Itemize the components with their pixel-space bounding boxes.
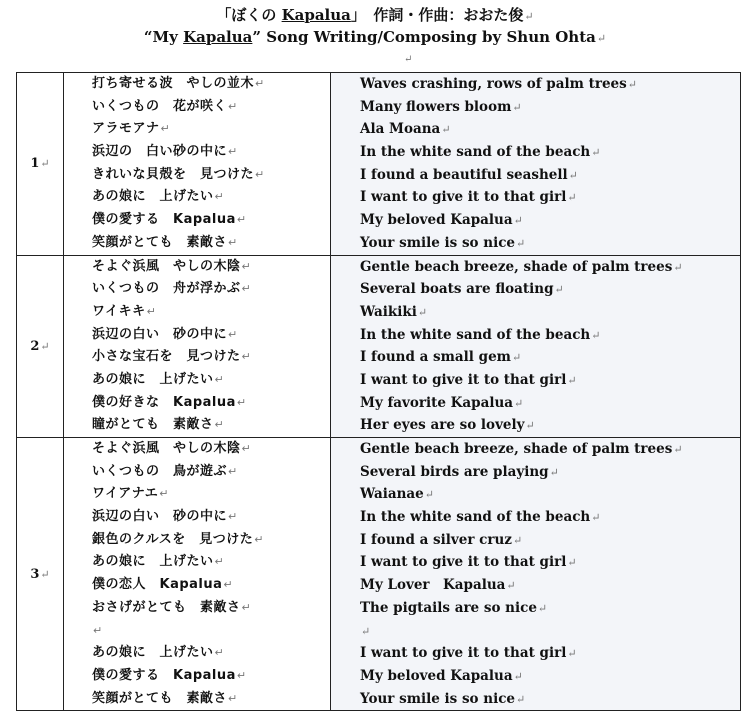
paragraph-mark-icon: ↵ <box>404 54 413 65</box>
japanese-lyric-line <box>64 96 330 119</box>
paragraph-mark-icon: ↵ <box>514 396 524 410</box>
japanese-lyric-line <box>64 665 330 688</box>
japanese-lyric-line <box>64 73 330 96</box>
english-lyric-line <box>331 256 740 279</box>
paragraph-mark-icon: ↵ <box>567 647 577 661</box>
verse-number <box>17 73 64 256</box>
japanese-lyric-line-text: きれいな貝殻を 見つけた <box>92 166 255 182</box>
paragraph-mark-icon: ↵ <box>241 350 252 364</box>
english-lyric-line-text: Waves crashing, rows of palm trees <box>360 76 627 92</box>
paragraph-mark-icon: ↵ <box>441 123 451 137</box>
japanese-lyric-line-text: 僕の好きな Kapalua <box>92 394 236 410</box>
japanese-lyric-line <box>64 278 330 301</box>
paragraph-mark-icon: ↵ <box>424 488 434 502</box>
japanese-lyric-line-text: 浜辺の白い 砂の中に <box>92 509 228 525</box>
paragraph-mark-icon: ↵ <box>236 668 247 682</box>
english-lyric-line-text: Several birds are playing <box>360 463 549 480</box>
english-lyric-line-text: In the white sand of the beach <box>360 144 591 161</box>
english-lyric-line <box>331 118 740 141</box>
japanese-lyric-line-text: いくつもの 花が咲く <box>92 98 228 114</box>
japanese-lyric-line-text: 小さな宝石を 見つけた <box>92 349 241 365</box>
paragraph-mark-icon: ↵ <box>516 236 526 250</box>
english-lyric-line-text: Waianae <box>360 486 424 503</box>
title-en-prefix: “My <box>143 28 184 46</box>
english-lyric-line <box>331 232 740 255</box>
paragraph-mark-icon: ↵ <box>214 418 225 432</box>
paragraph-mark-icon: ↵ <box>567 556 577 570</box>
paragraph-mark-icon: ↵ <box>591 511 601 525</box>
paragraph-mark-icon: ↵ <box>228 691 238 705</box>
japanese-lyric-line-text: 浜辺の 白い砂の中に <box>92 144 228 160</box>
japanese-lyric-line-text: 瞳がとても 素敵さ <box>92 417 214 433</box>
japanese-lyrics-cell <box>64 255 331 438</box>
english-lyric-line <box>331 141 740 164</box>
paragraph-mark-icon: ↵ <box>549 465 559 479</box>
english-lyric-line <box>331 301 740 324</box>
japanese-lyric-line <box>64 369 330 392</box>
title-japanese <box>0 4 750 25</box>
japanese-lyric-line-text: アラモアナ <box>92 121 160 137</box>
paragraph-mark-icon: ↵ <box>673 443 683 456</box>
verse-number-label: 3 <box>30 566 40 582</box>
japanese-lyric-line-text: いくつもの 鳥が遊ぶ <box>92 463 228 479</box>
paragraph-mark-icon: ↵ <box>627 78 637 91</box>
paragraph-mark-icon: ↵ <box>512 533 523 547</box>
title-english <box>0 28 750 46</box>
paragraph-mark-icon: ↵ <box>554 283 564 297</box>
paragraph-mark-icon: ↵ <box>567 191 577 205</box>
paragraph-mark-icon: ↵ <box>228 464 238 478</box>
japanese-lyric-line <box>64 209 330 232</box>
japanese-lyric-line-text: 銀色のクルスを 見つけた <box>92 531 254 547</box>
paragraph-mark-icon: ↵ <box>223 578 234 592</box>
english-lyric-line <box>331 186 740 209</box>
paragraph-mark-icon: ↵ <box>361 624 371 638</box>
japanese-lyric-line <box>64 438 330 461</box>
english-lyric-line-text: I found a silver cruz <box>360 531 512 548</box>
japanese-lyric-line <box>64 414 330 437</box>
english-lyric-line <box>331 620 740 643</box>
english-lyric-line-text: My Lover Kapalua <box>360 577 506 594</box>
english-lyric-line <box>331 438 740 461</box>
verse-number-label: 1 <box>30 156 40 172</box>
japanese-lyric-line-text: あの娘に 上げたい <box>92 554 214 570</box>
english-lyric-line <box>331 574 740 597</box>
english-lyric-line-text: In the white sand of the beach <box>360 326 591 343</box>
english-lyric-line <box>331 278 740 301</box>
english-lyric-line <box>331 209 740 232</box>
japanese-lyric-line <box>64 620 330 643</box>
japanese-lyric-line <box>64 392 330 415</box>
verse-number <box>17 255 64 438</box>
english-lyric-line-text: Waikiki <box>360 303 417 320</box>
japanese-lyric-line-text: ワイキキ <box>92 303 146 319</box>
verse-row <box>17 255 741 438</box>
paragraph-mark-icon: ↵ <box>567 373 577 387</box>
japanese-lyric-line <box>64 164 330 187</box>
paragraph-mark-icon: ↵ <box>537 601 548 615</box>
english-lyric-line <box>331 506 740 529</box>
paragraph-mark-icon: ↵ <box>241 600 252 614</box>
english-lyric-line-text: Your smile is so nice <box>360 690 516 707</box>
japanese-lyric-line <box>64 186 330 209</box>
english-lyric-line-text: I want to give it to that girl <box>360 645 567 662</box>
paragraph-mark-icon: ↵ <box>40 567 50 581</box>
english-lyric-line <box>331 73 740 96</box>
japanese-lyric-line-text: あの娘に 上げたい <box>92 371 214 387</box>
japanese-lyric-line-text: あの娘に 上げたい <box>92 645 214 661</box>
verse-row <box>17 438 741 711</box>
paragraph-mark-icon: ↵ <box>513 669 523 683</box>
paragraph-mark-icon: ↵ <box>591 328 601 342</box>
english-lyric-line <box>331 96 740 119</box>
paragraph-mark-icon: ↵ <box>228 235 238 249</box>
paragraph-mark-icon: ↵ <box>40 157 50 171</box>
paragraph-mark-icon: ↵ <box>214 646 225 660</box>
japanese-lyric-line-text: そよぐ浜風 やしの木陰 <box>92 258 241 274</box>
japanese-lyric-line-text: 笑顔がとても 素敵さ <box>92 690 228 706</box>
paragraph-mark-icon: ↵ <box>214 372 225 386</box>
english-lyric-line <box>331 324 740 347</box>
english-lyric-line-text: My favorite Kapalua <box>360 394 514 411</box>
english-lyric-line-text: My beloved Kapalua <box>360 212 513 229</box>
paragraph-mark-icon: ↵ <box>241 282 252 296</box>
english-lyric-line-text: I want to give it to that girl <box>360 189 567 206</box>
english-lyric-line <box>331 483 740 506</box>
english-lyric-line <box>331 597 740 620</box>
japanese-lyric-line <box>64 642 330 665</box>
japanese-lyric-line <box>64 141 330 164</box>
paragraph-mark-icon: ↵ <box>228 145 238 159</box>
japanese-lyric-line-text: ワイアナエ <box>92 486 159 502</box>
english-lyric-line-text: In the white sand of the beach <box>360 509 591 526</box>
paragraph-mark-icon: ↵ <box>673 260 683 274</box>
paragraph-mark-icon: ↵ <box>417 305 428 319</box>
english-lyric-line-text: Your smile is so nice <box>360 234 516 251</box>
japanese-lyric-line-text: おさげがとても 素敵さ <box>92 599 241 615</box>
english-lyric-line <box>331 529 740 552</box>
english-lyric-line-text: I found a beautiful seashell <box>360 166 568 183</box>
lyrics-table <box>16 72 741 711</box>
english-lyric-line <box>331 461 740 484</box>
paragraph-mark-icon: ↵ <box>241 259 252 273</box>
english-lyric-line-text: I found a small gem <box>360 349 511 366</box>
japanese-lyric-line <box>64 688 330 711</box>
title-ja-kapalua: Kapalua <box>281 6 351 24</box>
japanese-lyric-line-text: あの娘に 上げたい <box>92 189 214 205</box>
paragraph-mark-icon: ↵ <box>214 190 225 204</box>
japanese-lyric-line <box>64 256 330 279</box>
paragraph-mark-icon: ↵ <box>93 623 103 637</box>
japanese-lyric-line <box>64 597 330 620</box>
english-lyric-line-text: Many flowers bloom <box>360 98 512 115</box>
title-ja-suffix: 」 作詞・作曲：おおた俊 <box>350 6 524 24</box>
paragraph-mark-icon: ↵ <box>214 555 225 569</box>
paragraph-mark-icon: ↵ <box>525 419 535 433</box>
paragraph-mark-icon: ↵ <box>255 167 265 181</box>
paragraph-mark-icon: ↵ <box>236 395 247 409</box>
japanese-lyric-line <box>64 551 330 574</box>
japanese-lyrics-cell <box>64 73 331 256</box>
japanese-lyric-line <box>64 232 330 255</box>
japanese-lyric-line <box>64 529 330 552</box>
japanese-lyric-line <box>64 346 330 369</box>
paragraph-mark-icon: ↵ <box>146 304 157 318</box>
paragraph-mark-icon: ↵ <box>254 532 264 546</box>
title-ja-prefix: 「ぼくの <box>216 6 282 24</box>
verse-number-label: 2 <box>30 338 40 354</box>
lyrics-table-body <box>17 73 741 711</box>
paragraph-mark-icon: ↵ <box>568 168 578 182</box>
japanese-lyric-line-text: 笑顔がとても 素敵さ <box>92 234 228 250</box>
english-lyric-line-text: Her eyes are so lovely <box>360 417 525 434</box>
paragraph-mark-icon: ↵ <box>506 579 516 593</box>
paragraph-mark-icon: ↵ <box>513 214 523 228</box>
english-lyric-line <box>331 688 740 711</box>
english-lyrics-cell <box>331 73 741 256</box>
japanese-lyric-line-text: 打ち寄せる波 やしの並木 <box>92 76 255 91</box>
paragraph-mark-icon: ↵ <box>40 339 50 353</box>
english-lyric-line-text: Gentle beach breeze, shade of palm trees <box>360 258 673 275</box>
paragraph-mark-icon: ↵ <box>228 510 238 524</box>
japanese-lyric-line <box>64 574 330 597</box>
paragraph-mark-icon: ↵ <box>516 692 526 706</box>
verse-row <box>17 73 741 256</box>
paragraph-mark-icon: ↵ <box>596 32 607 45</box>
verse-number <box>17 438 64 711</box>
english-lyric-line <box>331 346 740 369</box>
english-lyric-line-text: Several boats are floating <box>360 281 554 298</box>
english-lyric-line-text: I want to give it to that girl <box>360 554 567 571</box>
paragraph-mark-icon: ↵ <box>255 77 265 90</box>
japanese-lyric-line <box>64 118 330 141</box>
english-lyric-line <box>331 665 740 688</box>
paragraph-mark-icon: ↵ <box>228 327 238 341</box>
english-lyrics-cell <box>331 255 741 438</box>
english-lyric-line <box>331 164 740 187</box>
japanese-lyric-line <box>64 483 330 506</box>
english-lyric-line-text: Gentle beach breeze, shade of palm trees <box>360 441 673 457</box>
japanese-lyric-line <box>64 461 330 484</box>
english-lyric-line-text: Ala Moana <box>360 121 441 138</box>
japanese-lyric-line-text: いくつもの 舟が浮かぶ <box>92 281 241 297</box>
paragraph-mark-icon: ↵ <box>241 442 252 455</box>
japanese-lyric-line <box>64 324 330 347</box>
japanese-lyric-line-text: 僕の恋人 Kapalua <box>92 577 223 593</box>
japanese-lyric-line-text: 僕の愛する Kapalua <box>92 212 236 228</box>
japanese-lyric-line-text: 僕の愛する Kapalua <box>92 667 236 683</box>
paragraph-mark-icon: ↵ <box>512 100 522 114</box>
japanese-lyric-line-text: 浜辺の白い 砂の中に <box>92 326 228 342</box>
title-en-kapalua: Kapalua <box>183 28 253 46</box>
paragraph-mark-icon: ↵ <box>160 122 171 136</box>
english-lyric-line <box>331 642 740 665</box>
japanese-lyrics-cell <box>64 438 331 711</box>
english-lyric-line <box>331 369 740 392</box>
title-en-suffix: ” Song Writing/Composing by Shun Ohta <box>252 28 596 46</box>
english-lyric-line-text: The pigtails are so nice <box>360 599 537 616</box>
japanese-lyric-line <box>64 506 330 529</box>
paragraph-mark-icon: ↵ <box>591 146 601 160</box>
english-lyrics-cell <box>331 438 741 711</box>
paragraph-mark-icon: ↵ <box>524 10 534 23</box>
english-lyric-line <box>331 551 740 574</box>
english-lyric-line <box>331 392 740 415</box>
paragraph-mark-icon: ↵ <box>228 99 238 113</box>
paragraph-mark-icon: ↵ <box>511 351 522 365</box>
english-lyric-line-text: I want to give it to that girl <box>360 371 567 388</box>
japanese-lyric-line <box>64 301 330 324</box>
english-lyric-line-text: My beloved Kapalua <box>360 667 513 684</box>
japanese-lyric-line-text: そよぐ浜風 やしの木陰 <box>92 441 241 456</box>
paragraph-mark-icon: ↵ <box>159 487 169 501</box>
english-lyric-line <box>331 414 740 437</box>
paragraph-mark-icon: ↵ <box>236 213 247 227</box>
